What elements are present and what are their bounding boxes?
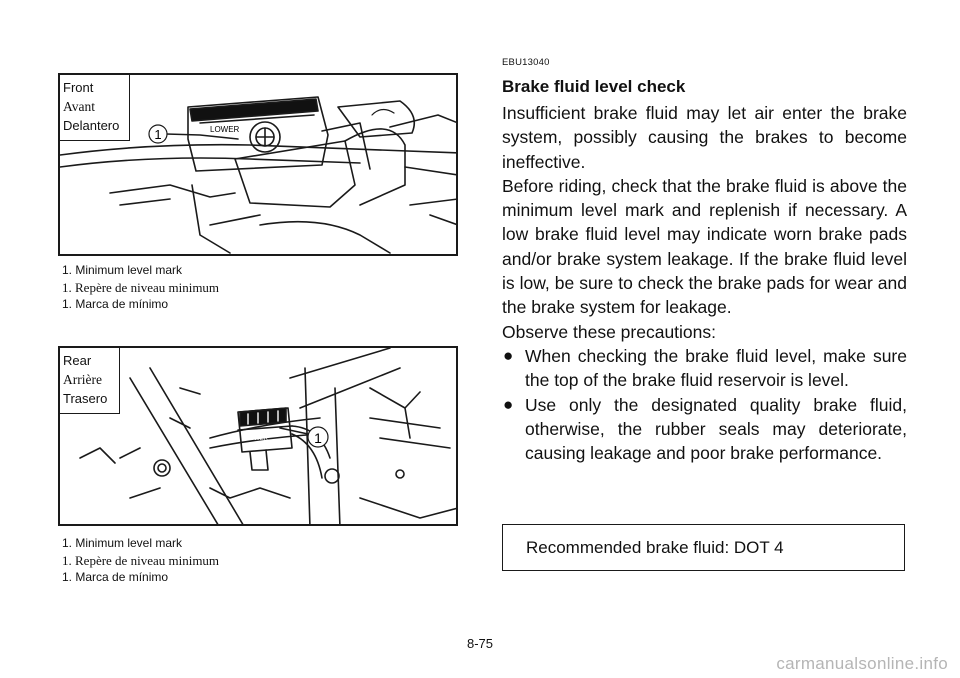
list-item (502, 344, 907, 393)
list-item-text: When checking the brake fluid level, make sure the top of the brake fluid reservoir is level. (525, 345, 907, 391)
callout-number: 1 (154, 127, 162, 142)
paragraph: Before riding, check that the brake fluid is above the minimum level mark and replenish if necessary. A low brake fluid level may indicate worn brake pads and/or brake system leakage. If the brake fluid level is low, be sure to check the brake pads for wear and the brake system for leakage. (502, 175, 907, 318)
paragraph: Observe these precautions: (502, 321, 717, 342)
direction-label-fr: Avant (63, 99, 95, 114)
front-reservoir-figure (58, 73, 458, 256)
rear-figure-caption (62, 535, 219, 586)
paragraph: Insufficient brake fluid may let air enter the brake system, possibly causing the brakes to become ineffective. (502, 103, 907, 172)
caption-fr: 1. Repère de niveau minimum (62, 280, 220, 295)
list-item (502, 393, 907, 466)
callout-number: 1 (314, 430, 322, 446)
section-title: Brake fluid level check (502, 77, 686, 96)
direction-label-es: Delantero (63, 118, 120, 133)
bullet-icon: ● (503, 345, 514, 365)
lower-mark-label: LOWER (246, 436, 269, 442)
list-item-text: Use only the designated quality brake fluid, otherwise, the rubber seals may deteriorate, causing leakage and poor brake performance. (525, 394, 907, 464)
caption-es: 1. Marca de mínimo (62, 297, 169, 311)
caption-fr: 1. Repère de niveau minimum (62, 553, 220, 568)
page-number: 8-75 (466, 636, 494, 651)
recommended-fluid-text: Recommended brake fluid: DOT 4 (526, 538, 784, 557)
figure-direction-label (60, 348, 120, 414)
caption-en: 1. Minimum level mark (62, 536, 183, 550)
watermark: carmanualsonline.info (776, 654, 948, 673)
section-code: EBU13040 (502, 57, 550, 68)
caption-es: 1. Marca de mínimo (62, 570, 169, 584)
front-figure-caption (62, 262, 219, 313)
precaution-list (502, 344, 907, 465)
rear-reservoir-figure (58, 346, 458, 526)
bullet-icon: ● (503, 394, 514, 414)
direction-label-en: Rear (63, 353, 92, 368)
lower-mark-label: LOWER (210, 125, 240, 134)
figure-direction-label (60, 75, 130, 141)
section-body (502, 101, 907, 465)
recommended-fluid-box (502, 524, 905, 571)
direction-label-es: Trasero (63, 391, 108, 406)
caption-en: 1. Minimum level mark (62, 263, 183, 277)
direction-label-en: Front (63, 80, 94, 95)
direction-label-fr: Arrière (63, 372, 102, 387)
